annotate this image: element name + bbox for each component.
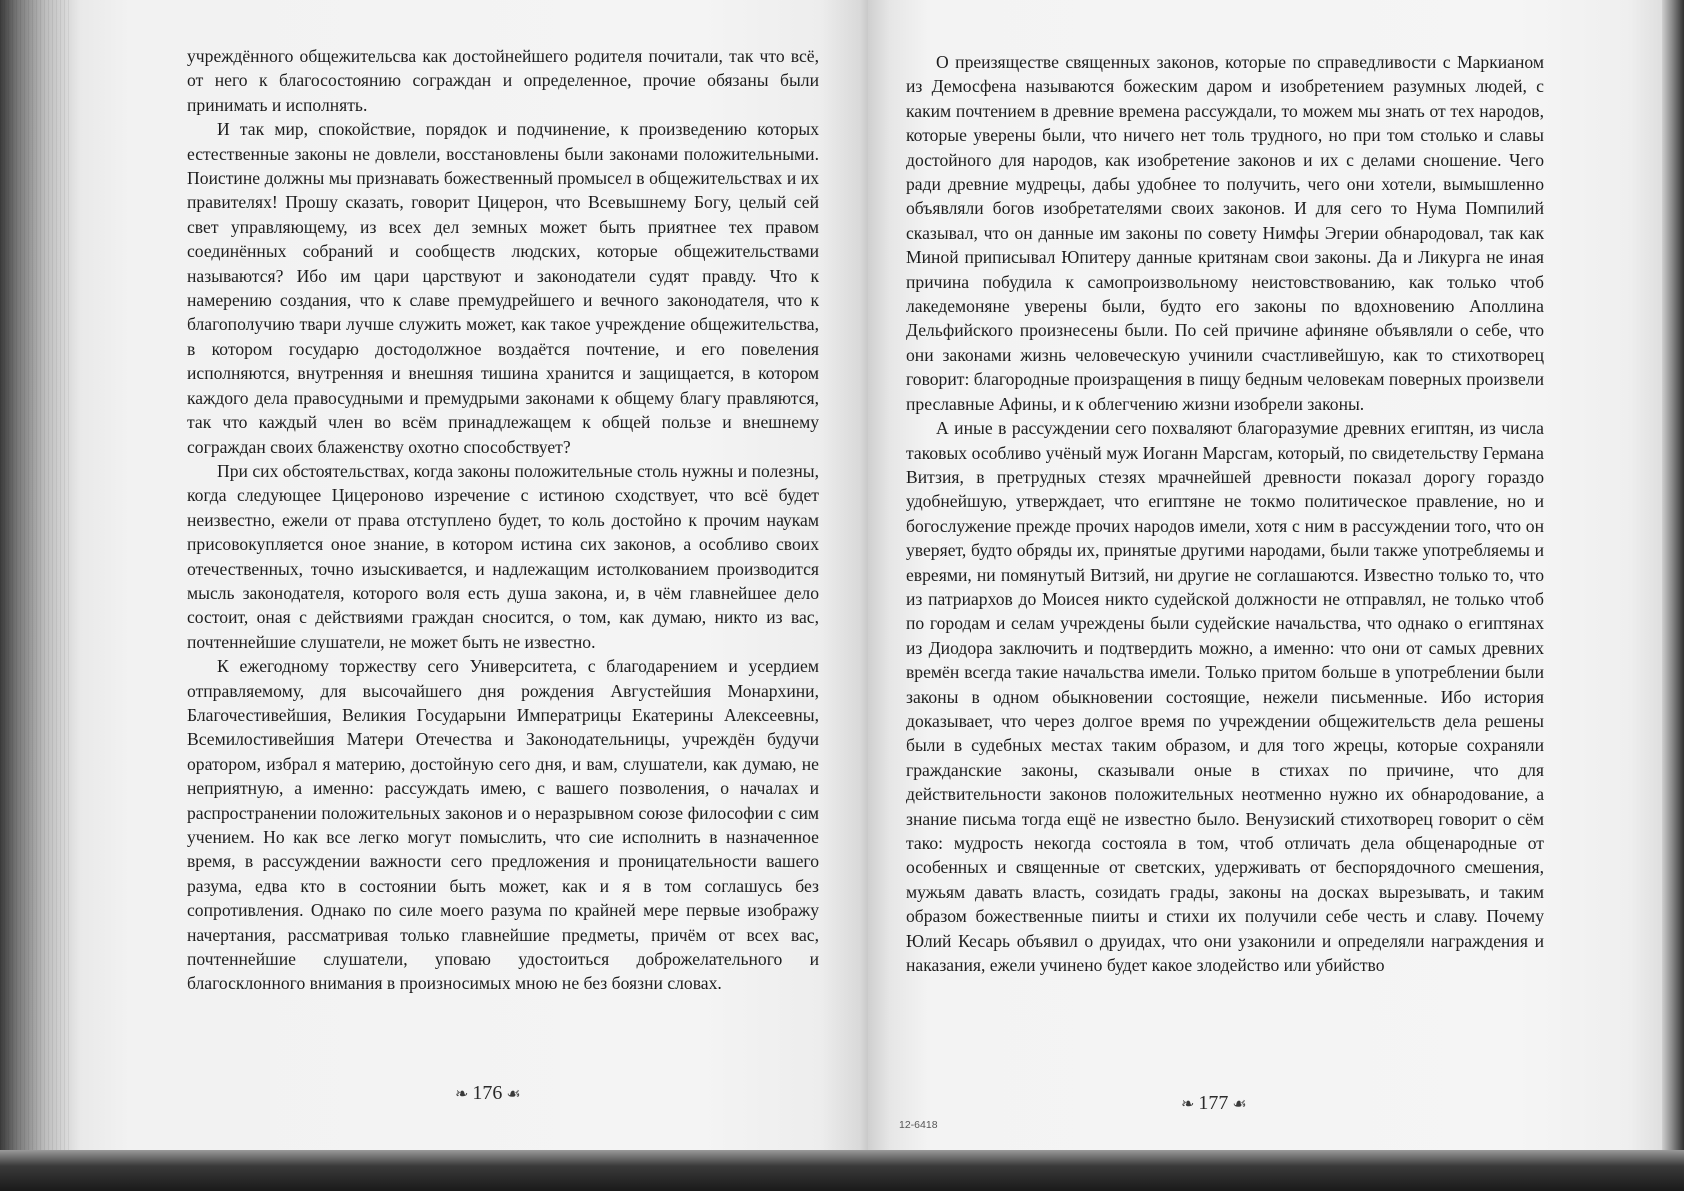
page-edges bbox=[0, 0, 70, 1160]
page-edge-shadow bbox=[1662, 0, 1684, 1160]
right-page bbox=[868, 0, 1684, 1160]
bottom-shadow bbox=[0, 1150, 1684, 1191]
page-number-right bbox=[1181, 1092, 1247, 1115]
paragraph: А иные в рассуждении сего похваляют благоразумие древних египтян, из числа таковых особливо учёный муж Иоганн Марсгам, который, по свидетельству Германа Витзия, в претрудных стезях мрачнейшей древности показал дорогу гораздо удобнейшую, утверждает, что египтяне не токмо политическое правление, но и богослужение прежде прочих народов имели, хотя с ним в рассуждении того, что он уверяет, будто обряды их, принятые другими народами, были также употребляемы и евреями, ни помянутый Витзий, ни другие не соглашаются. Известно только то, что из патриархов до Моисея никто судейской должности не отправлял, не только чтоб по городам и селам учреждены были судейские начальства, что однако о египтянах из Диодора заключить и подтвердить можно, а именно: что они от самых древних времён всегда такие начальства имели. Только притом больше в употреблении были законы в одном обыкновении состоящие, нежели письменные. Ибо история доказывает, что через долгое время по учреждении общежительств дела решены были в судебных местах таким образом, и для того жрецы, которые сохраняли гражданские законы, сказывали оные в стихах по причине, что для действительности законов положительных неотменно нужно их обнародование, а знание письма тогда ещё не известно было. Венузиский стихотворец говорит о сём тако: мудрость некогда состояла в том, чтоб отличать дела общенародные от особенных и священные от светских, удерживать от беспорядочного смешения, мужьям давать власть, созидать грады, законы на досках вырезывать, и таким образом божественные пииты и стихи их получили себе честь и славу. Почему Юлий Кесарь объявил о друидах, что они узаконили и определяли награждения и наказания, ежели учинено будет какое злодейство или убийство bbox=[906, 418, 1544, 976]
ornament-left-icon: ❧ bbox=[1181, 1095, 1195, 1113]
paragraph: При сих обстоятельствах, когда законы положительные столь нужны и полезны, когда следующее Цицероново изречение с истиною сходствует, что всё будет неизвестно, ежели от права отступлено будет, то коль достойно к прочим наукам присовокупляется оное знание, в котором истина сих законов, а особливо своих отечественных, точно изыскивается, и надлежащим истолкованием производится мысль законодателя, которого воля есть душа закона, и, в чём главнейшее дело состоит, оная с действиями граждан сносится, о том, как думаю, никто из вас, почтеннейшие слушатели, не может быть не известно. bbox=[187, 460, 819, 652]
left-text-column bbox=[187, 44, 819, 996]
page-number-value: 177 bbox=[1198, 1092, 1229, 1114]
signature-mark: 12-6418 bbox=[899, 1119, 938, 1131]
right-text-column bbox=[906, 50, 1544, 977]
ornament-right-icon: ☙ bbox=[506, 1085, 521, 1103]
ornament-left-icon: ❧ bbox=[455, 1085, 469, 1103]
paragraph: учреждённого общежительсва как достойнейшего родителя почитали, так что всё, от него к благосостоянию сограждан и определенное, прочие обязаны были принимать и исполнять. bbox=[187, 46, 819, 115]
paragraph: И так мир, спокойствие, порядок и подчинение, к произведению которых естественные законы не довлели, восстановлены были законами положительными. Поистине должны мы признавать божественный промысел в общежительствах и их правителях! Прошу сказать, говорит Цицерон, что Всевышнему Богу, целый сей свет управляющему, из всех дел земных может быть приятнее тех правом соединённых собраний и сообществ людских, которые общежительствами называются? Ибо им цари царствуют и законодатели судят правду. Что к намерению создания, что к славе премудрейшего и вечного законодателя, что к благополучию твари лучше служить может, как такое учреждение общежительства, в котором государю достодолжное воздаётся почтение, и его повеления исполняются, внутренняя и внешняя тишина хранится и защищается, в котором каждого дела правосудными и премудрыми законами к общему благу правляются, так что каждый член во всём принадлежащем к общей пользе и внешнему сограждан своих блаженству охотно способствует? bbox=[187, 119, 819, 457]
page-number-value: 176 bbox=[472, 1082, 503, 1104]
paragraph: О преизяществе священных законов, которые по справедливости с Маркианом из Демосфена называются божеским даром и изобретением разумных людей, с каким почтением в древние времена рассуждали, то можем мы знать от тех народов, которые уверены были, что ничего нет толь трудного, но при том столько и славы достойного для народов, как изобретение законов и их с делами сношение. Чего ради древние мудрецы, дабы удобнее то получить, чего они хотели, вымышленно объявляли богов изобретателями своих законов. И для сего то Нума Помпилий сказывал, что он данные им законы по совету Нимфы Эгерии обнародовал, так как Миной приписывал Юпитеру данные критянам свои законы. Да и Ликурга не иная причина побудила к самопроизвольному неистовствованию, как только чтоб лакедемоняне уверены были, будто его законы по вдохновению Аполлина Дельфийского произнесены были. По сей причине афиняне объявляли о себе, что они законами жизнь человеческую учинили счастливейшую, как то стихотворец говорит: благородные произращения в пищу бедным человекам поверных произвели преславные Афины, и к облегчению жизни изобрели законы. bbox=[906, 52, 1544, 414]
ornament-right-icon: ☙ bbox=[1232, 1095, 1247, 1113]
page-number-left bbox=[455, 1082, 521, 1105]
paragraph: К ежегодному торжеству сего Университета, с благодарением и усердием отправляемому, для высочайшего дня рождения Августейшия Монархини, Благочестивейшия, Великия Государыни Императрицы Екатерины Алексеевны, Всемилостивейшия Матери Отечества и Законодательницы, учреждён будучи оратором, избрал я материю, достойную сего дня, и вам, слушатели, как думаю, не неприятную, а именно: рассуждать имею, с вашего позволения, о началах и распространении положительных законов и о неразрывном союзе философии с сим учением. Но как все легко могут помыслить, что сие исполнить в назначенное время, в рассуждении важности сего предложения и проницательности вашего разума, едва кто в состоянии быть может, как и я в том соглашусь без сопротивления. Однако по силе моего разума по крайней мере первые изображу начертания, рассматривая только главнейшие предметы, причём от всех вас, почтеннейшие слушатели, уповаю удостоиться доброжелательного и благосклонного внимания в произносимых мною не без боязни словах. bbox=[187, 656, 819, 994]
